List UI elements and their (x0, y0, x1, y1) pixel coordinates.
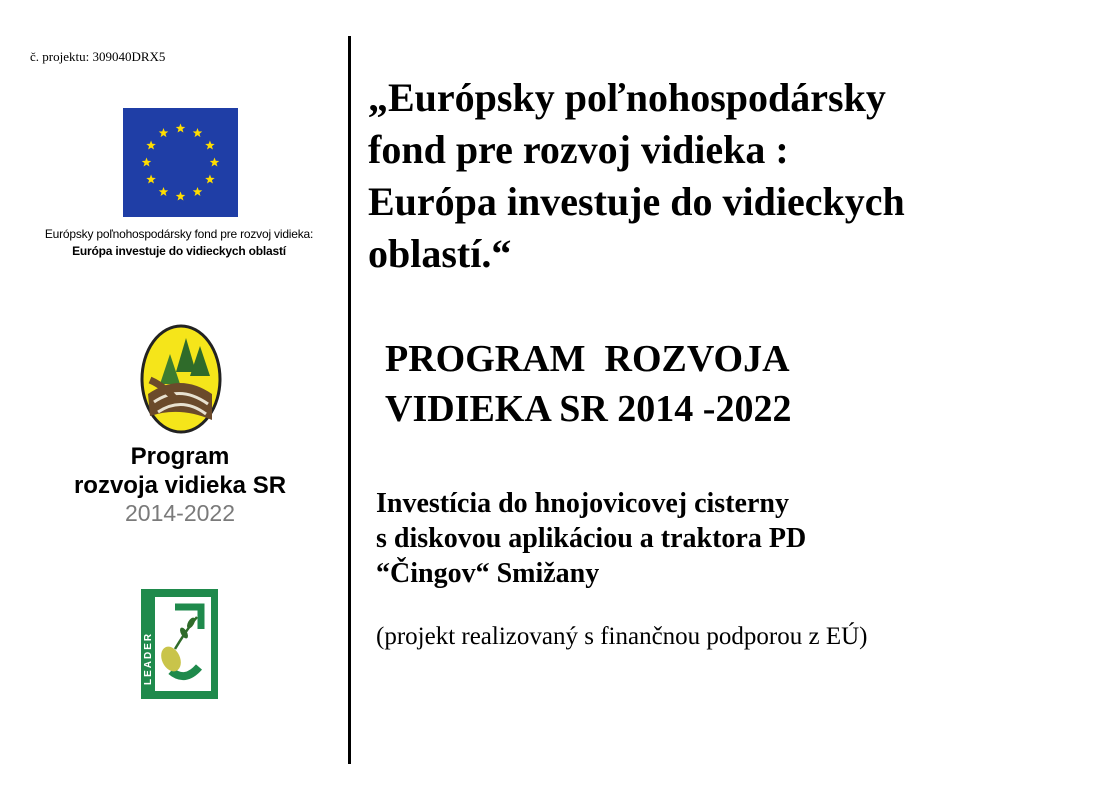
program-line: PROGRAM ROZVOJA (385, 338, 790, 380)
project-note: (projekt realizovaný s finančnou podporou z EÚ) (376, 623, 868, 650)
project-number: č. projektu: 309040DRX5 (30, 49, 166, 64)
prv-logo-text (60, 442, 300, 527)
project-title (376, 486, 1096, 591)
slogan-line: fond pre rozvoj vidieka : (368, 127, 789, 172)
prv-line2: rozvoja vidieka SR (73, 472, 287, 499)
slogan-line: „Európsky poľnohospodársky (368, 75, 886, 120)
prv-line1: Program (130, 443, 230, 470)
program-line: VIDIEKA SR 2014 -2022 (385, 388, 792, 430)
vertical-divider (348, 36, 351, 764)
program-heading (385, 334, 1105, 434)
eu-caption-line2: Európa investuje do vidieckych oblastí (72, 244, 286, 258)
eu-fund-caption (20, 226, 338, 260)
slogan-line: oblastí.“ (368, 231, 512, 276)
project-title-line: “Čingov“ Smižany (376, 558, 600, 589)
leader-logo-text: LEADER (143, 631, 154, 685)
eu-caption-line1: Európsky poľnohospodársky fond pre rozvoj vidieka: (44, 227, 314, 241)
prv-line3: 2014-2022 (125, 500, 235, 526)
project-title-line: Investícia do hnojovicovej cisterny (376, 488, 789, 519)
prv-emblem-logo (140, 324, 222, 434)
eu-flag-logo (123, 108, 238, 217)
project-title-line: s diskovou aplikáciou a traktora PD (376, 523, 807, 554)
eafrd-slogan (368, 72, 1108, 280)
slogan-line: Európa investuje do vidieckych (368, 179, 905, 224)
leader-logo (141, 589, 218, 699)
